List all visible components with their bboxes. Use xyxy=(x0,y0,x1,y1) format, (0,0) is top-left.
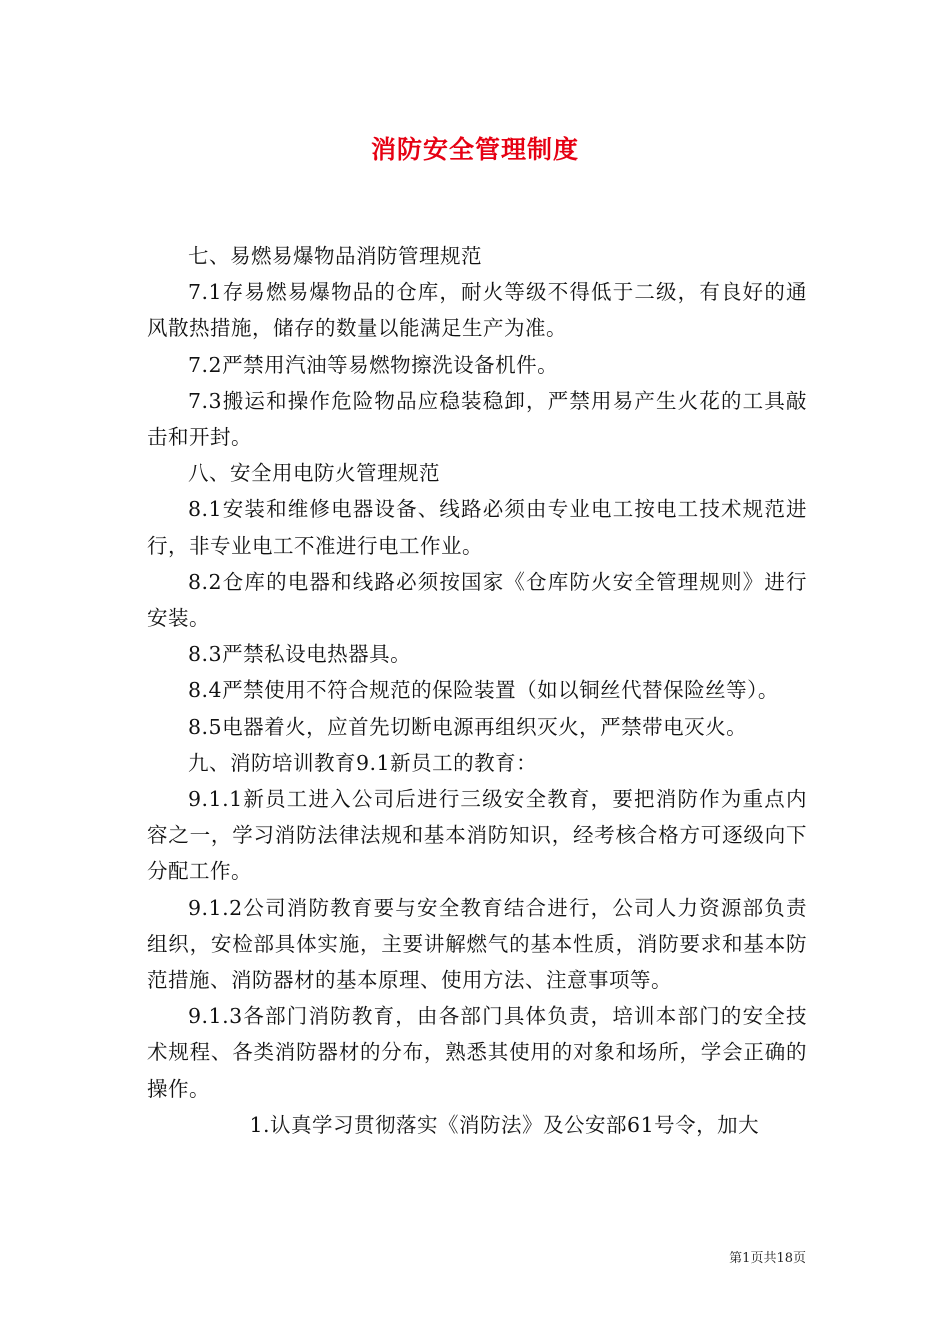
section-heading-9: 九、消防培训教育9.1新员工的教育： xyxy=(188,750,538,775)
paragraph-8-2: 8.2仓库的电器和线路必须按国家《仓库防火安全管理规则》进行安装。 xyxy=(147,569,807,631)
section-heading-7: 七、易燃易爆物品消防管理规范 xyxy=(188,244,482,268)
section-heading-8: 八、安全用电防火管理规范 xyxy=(188,461,440,486)
paragraph-list-item-1: 1.认真学习贯彻落实《消防法》及公安部61号令，加大 xyxy=(249,1112,760,1137)
document-title: 消防安全管理制度 xyxy=(370,135,579,164)
paragraph-9-1-2: 9.1.2公司消防教育要与安全教育结合进行，公司人力资源部负责组织，安检部具体实施，主要讲解燃气的基本性质，消防要求和基本防范措施、消防器材的基本原理、使用方法、注意事项等。 xyxy=(147,895,807,993)
page-number: 第1页共18页 xyxy=(729,1251,806,1266)
paragraph-8-4: 8.4严禁使用不符合规范的保险装置（如以铜丝代替保险丝等）。 xyxy=(188,678,779,703)
paragraph-9-1-3: 9.1.3各部门消防教育，由各部门具体负责，培训本部门的安全技术规程、各类消防器材的分布，熟悉其使用的对象和场所，学会正确的操作。 xyxy=(147,1004,807,1101)
paragraph-7-2: 7.2严禁用汽油等易燃物擦洗设备机件。 xyxy=(188,352,559,377)
paragraph-7-3: 7.3搬运和操作危险物品应稳装稳卸，严禁用易产生火花的工具敲击和开封。 xyxy=(147,388,807,450)
paragraph-9-1-1: 9.1.1新员工进入公司后进行三级安全教育，要把消防作为重点内容之一，学习消防法律法规和基本消防知识，经考核合格方可逐级向下分配工作。 xyxy=(147,787,807,884)
paragraph-8-3: 8.3严禁私设电热器具。 xyxy=(188,642,412,667)
paragraph-7-1: 7.1存易燃易爆物品的仓库，耐火等级不得低于二级，有良好的通风散热措施，储存的数量以能满足生产为准。 xyxy=(147,280,807,341)
paragraph-8-5: 8.5电器着火，应首先切断电源再组织灭火，严禁带电灭火。 xyxy=(188,714,748,739)
document-body xyxy=(147,238,807,1143)
paragraph-8-1: 8.1安装和维修电器设备、线路必须由专业电工按电工技术规范进行，非专业电工不准进行电工作业。 xyxy=(147,497,807,558)
